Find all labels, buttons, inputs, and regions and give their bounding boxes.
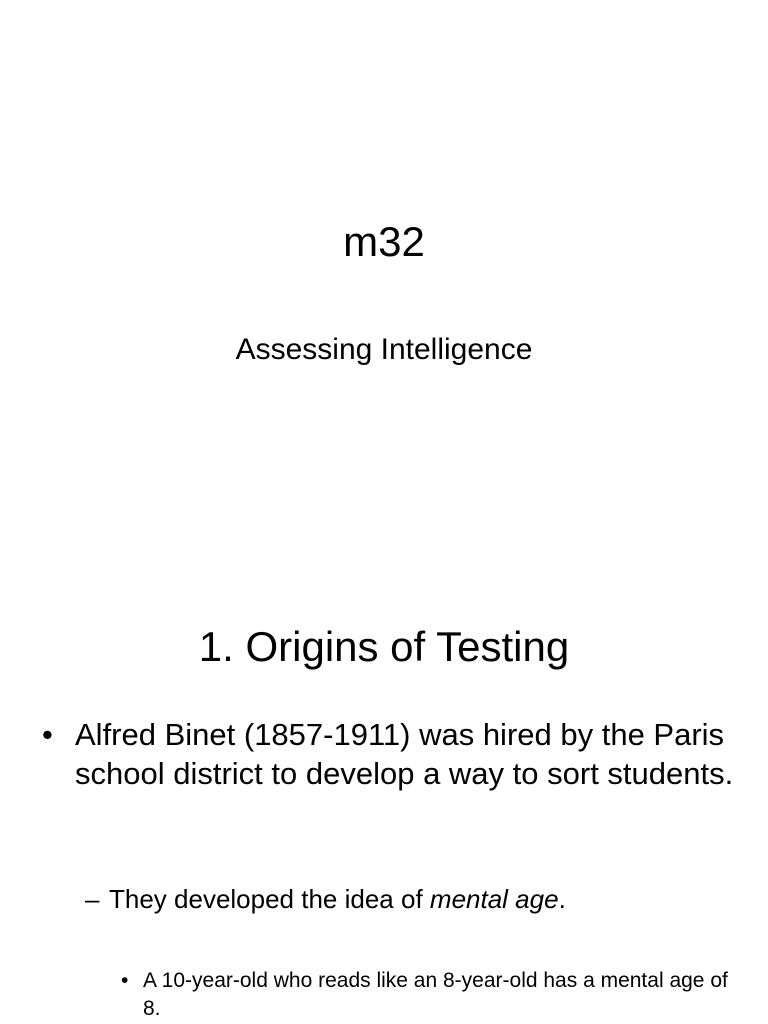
bullet-text-end: . [558,884,566,914]
bullet-level-3 [121,967,741,1023]
bullet-text: A 10-year-old who reads like an 8-year-old has a mental age of 8. [143,969,728,1020]
dash-marker: – [85,884,100,914]
bullet-marker: • [121,969,129,992]
slide-title: m32 [343,218,425,265]
slide-subtitle: Assessing Intelligence [235,333,533,366]
bullet-level-1 [42,715,742,793]
content-slide [0,576,768,1024]
slide-heading: 1. Origins of Testing [198,623,570,670]
emphasis-text: mental age [429,884,559,914]
bullet-text [109,882,745,916]
bullet-level-2 [85,882,745,916]
bullet-marker: • [42,717,53,752]
bullet-text-start: They developed the idea of [109,884,430,914]
bullet-text: Alfred Binet (1857-1911) was hired by the Paris school district to develop a way to sort students. [75,717,734,791]
